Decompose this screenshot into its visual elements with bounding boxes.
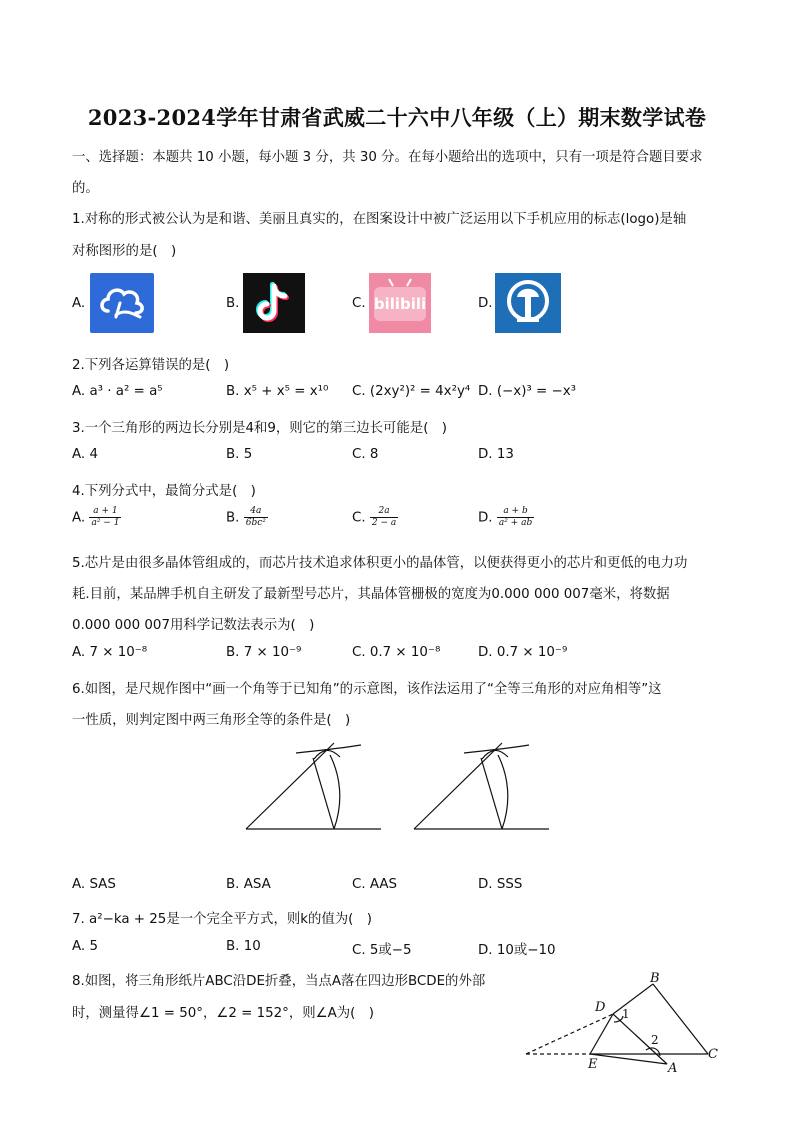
left-small-arc	[314, 750, 340, 759]
fraction-numerator: 2a	[370, 506, 398, 518]
q5-option-b[interactable]: B. 7 × 10⁻⁹	[226, 645, 302, 660]
right-small-arc	[482, 750, 508, 759]
q5-option-c[interactable]: C. 0.7 × 10⁻⁸	[352, 645, 441, 660]
angle-1-label: 1	[622, 1007, 630, 1021]
q8-fold-figure	[522, 966, 728, 1076]
left-arc	[330, 755, 340, 829]
fraction-denominator: a² + ab	[498, 518, 533, 528]
q1-stem-line2: 对称图形的是( )	[72, 244, 177, 259]
q6-construction-figure	[236, 735, 566, 835]
q4-fraction-a	[89, 506, 121, 529]
section-heading-line2: 的。	[72, 181, 99, 196]
q1-option-b-label[interactable]: B.	[226, 296, 240, 311]
railway-logo	[495, 273, 561, 333]
q6-option-b[interactable]: B. ASA	[226, 877, 271, 892]
right-arc	[498, 755, 508, 829]
q6-option-d[interactable]: D. SSS	[478, 877, 523, 892]
q6-stem-line1: 6.如图，是尺规作图中“画一个角等于已知角”的示意图，该作法运用了“全等三角形的对应角相等”这	[72, 682, 662, 697]
q2-option-c[interactable]: C. (2xy²)² = 4x²y⁴	[352, 384, 471, 399]
q5-stem-line1: 5.芯片是由很多晶体管组成的，而芯片技术追求体积更小的晶体管，以便获得更小的芯片和更低的电力功	[72, 556, 688, 571]
q4-option-b[interactable]	[226, 506, 268, 529]
section-heading-line1: 一、选择题：本题共 10 小题，每小题 3 分，共 30 分。在每小题给出的选项中，只有一项是符合题目要求	[72, 150, 703, 165]
cloud-app-icon	[90, 273, 154, 333]
point-d-label: D	[595, 1000, 606, 1015]
q4-stem: 4.下列分式中，最简分式是( )	[72, 484, 256, 499]
dashed-extension-bd	[526, 1014, 613, 1054]
segment-de	[590, 1014, 613, 1054]
q4-option-a[interactable]	[72, 506, 121, 529]
q8-stem-line1: 8.如图，将三角形纸片ABC沿DE折叠，当点A落在四边形BCDE的外部	[72, 974, 486, 989]
q4-option-a-label: A.	[72, 510, 86, 526]
q3-option-b[interactable]: B. 5	[226, 447, 253, 462]
q3-option-a[interactable]: A. 4	[72, 447, 98, 462]
fraction-numerator: 4a	[244, 506, 268, 518]
q4-option-c-label: C.	[352, 510, 366, 526]
tiktok-icon	[243, 273, 305, 333]
q2-stem: 2.下列各运算错误的是( )	[72, 358, 230, 373]
fraction-denominator: 2 − a	[371, 518, 397, 528]
angle-2-label: 2	[651, 1033, 659, 1047]
right-arc-top	[464, 745, 529, 753]
q7-stem: 7. a²−ka + 25是一个完全平方式，则k的值为( )	[72, 912, 372, 927]
tiktok-logo	[243, 273, 305, 333]
q4-option-b-label: B.	[226, 510, 240, 526]
q4-fraction-b	[244, 506, 268, 529]
q1-stem-line1: 1.对称的形式被公认为是和谐、美丽且真实的，在图案设计中被广泛运用以下手机应用的标志(logo)是轴	[72, 212, 687, 227]
q7-option-a[interactable]: A. 5	[72, 939, 98, 954]
fraction-numerator: a + b	[497, 506, 534, 518]
q1-option-d-label[interactable]: D.	[478, 296, 493, 311]
segment-bc	[653, 984, 708, 1054]
q6-stem-line2: 一性质，则判定图中两三角形全等的条件是( )	[72, 713, 351, 728]
left-chord	[313, 758, 334, 829]
q6-option-c[interactable]: C. AAS	[352, 877, 398, 892]
q2-option-b[interactable]: B. x⁵ + x⁵ = x¹⁰	[226, 384, 329, 399]
fraction-denominator: 6bc²	[245, 518, 266, 528]
segment-ea	[590, 1054, 667, 1064]
point-c-label: C	[708, 1047, 718, 1062]
cloud-app-logo	[90, 273, 154, 333]
bilibili-icon	[369, 273, 431, 333]
q8-stem-line2: 时，测量得∠1 = 50°，∠2 = 152°，则∠A为( )	[72, 1006, 375, 1021]
q3-option-c[interactable]: C. 8	[352, 447, 379, 462]
fraction-numerator: a + 1	[89, 506, 121, 518]
bilibili-logo	[369, 273, 431, 333]
q4-option-d-label: D.	[478, 510, 493, 526]
q2-option-a[interactable]: A. a³ · a² = a⁵	[72, 384, 163, 399]
right-chord	[481, 758, 502, 829]
q1-option-c-label[interactable]: C.	[352, 296, 366, 311]
q4-fraction-c	[370, 506, 398, 529]
q4-option-c[interactable]	[352, 506, 398, 529]
q5-option-d[interactable]: D. 0.7 × 10⁻⁹	[478, 645, 568, 660]
left-arc-top	[296, 745, 361, 753]
point-b-label: B	[650, 971, 660, 986]
q2-option-d[interactable]: D. (−x)³ = −x³	[478, 384, 577, 399]
q7-option-d[interactable]: D. 10或−10	[478, 943, 556, 958]
page-title: 2023-2024学年甘肃省武威二十六中八年级（上）期末数学试卷	[87, 105, 707, 130]
q7-option-c[interactable]: C. 5或−5	[352, 943, 412, 958]
bilibili-wordmark: bilibili	[373, 295, 427, 313]
q5-stem-line2: 耗.目前，某品牌手机自主研发了最新型号芯片，其晶体管栅极的宽度为0.000 000 007毫米，将数据	[72, 587, 670, 602]
q3-option-d[interactable]: D. 13	[478, 447, 514, 462]
q3-stem: 3.一个三角形的两边长分别是4和9，则它的第三边长可能是( )	[72, 421, 448, 436]
q7-option-b[interactable]: B. 10	[226, 939, 261, 954]
segment-db	[613, 984, 653, 1014]
q5-option-a[interactable]: A. 7 × 10⁻⁸	[72, 645, 148, 660]
q4-option-d[interactable]	[478, 506, 534, 529]
q1-option-a-label[interactable]: A.	[72, 296, 86, 311]
railway-icon	[495, 273, 561, 333]
q5-stem-line3: 0.000 000 007用科学记数法表示为( )	[72, 618, 315, 633]
point-a-label: A	[668, 1061, 678, 1076]
q6-option-a[interactable]: A. SAS	[72, 877, 116, 892]
q4-fraction-d	[497, 506, 534, 529]
segment-da	[613, 1014, 667, 1064]
point-e-label: E	[588, 1057, 598, 1072]
fraction-denominator: a² − 1	[91, 518, 120, 528]
